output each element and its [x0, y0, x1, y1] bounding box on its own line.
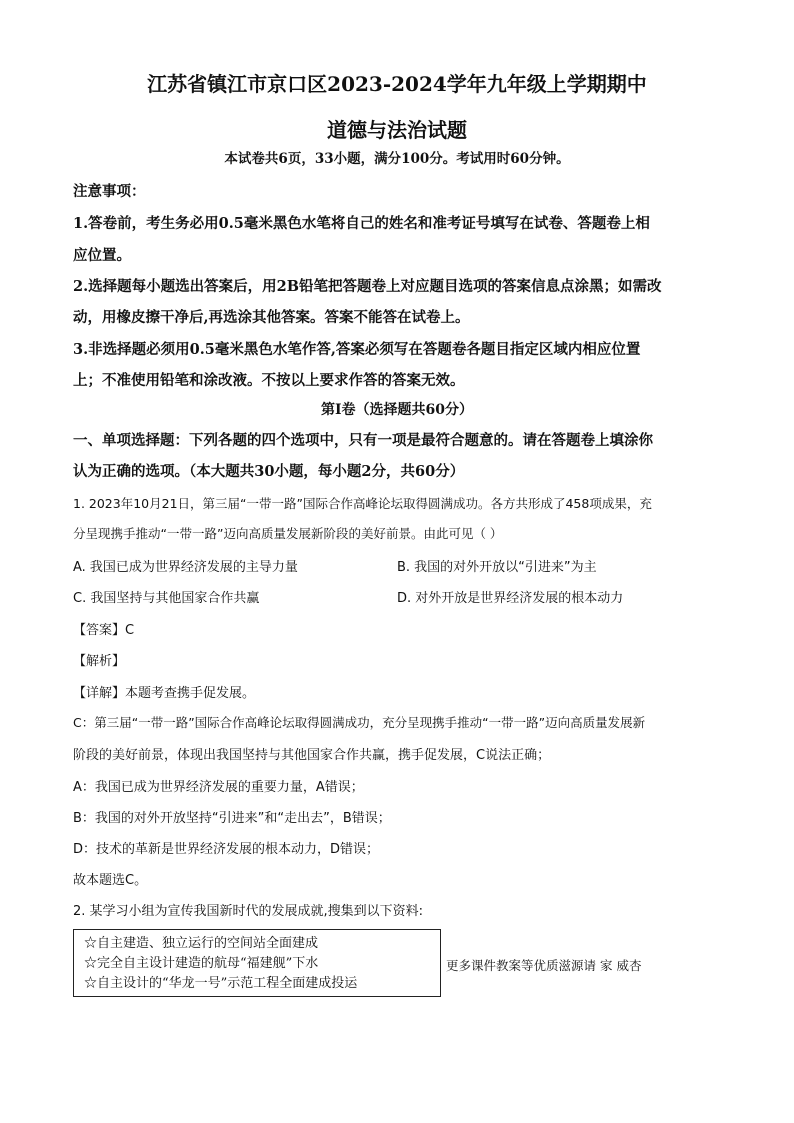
q1-stem: 1. 2023年10月21日，第三届“一带一路”国际合作高峰论坛取得圆满成功。各方共形成了458项成果，充 — [73, 496, 652, 511]
notes-line: 应位置。 — [73, 247, 131, 264]
answer-value: C — [125, 623, 135, 638]
q1-detail-line: 故本题选C。 — [73, 873, 148, 888]
notes-line: 2.选择题每小题选出答案后，用2B铅笔把答题卷上对应题目选项的答案信息点涂黑；如需改 — [73, 278, 662, 295]
exam-title-line2: 道德与法治试题 — [327, 118, 467, 142]
notes-line: 1.答卷前，考生务必用0.5毫米黑色水笔将自己的姓名和准考证号填写在试卷、答题卷上相 — [73, 215, 650, 232]
q2-material-line: ☆完全自主设计建造的航母“福建舰”下水 — [84, 956, 319, 971]
notes-heading: 注意事项： — [73, 183, 146, 200]
answer-label: 【答案】 — [73, 623, 126, 638]
q1-option-b: B. 我国的对外开放以“引进来”为主 — [397, 560, 597, 575]
notes-line: 3.非选择题必须用0.5毫米黑色水笔作答,答案必须写在答题卷各题目指定区域内相应位置 — [73, 341, 641, 358]
q1-stem: 分呈现携手推动“一带一路”迈向高质量发展新阶段的美好前景。由此可见（ ） — [73, 526, 503, 541]
section-title: 第Ⅰ卷（选择题共60分） — [320, 402, 474, 418]
q2-material-line: ☆自主设计的“华龙一号”示范工程全面建成投运 — [84, 976, 358, 991]
q1-detail-line: B：我国的对外开放坚持“引进来”和“走出去”，B错误； — [73, 811, 391, 826]
q1-analysis-label: 【解析】 — [73, 654, 126, 669]
section-instruction: 认为正确的选项。（本大题共30小题，每小题2分，共60分） — [73, 463, 465, 480]
section-instruction: 一、单项选择题：下列各题的四个选项中，只有一项是最符合题意的。请在答题卷上填涂你 — [73, 432, 653, 449]
q1-option-d: D. 对外开放是世界经济发展的根本动力 — [397, 591, 624, 606]
q2-stem: 2. 某学习小组为宣传我国新时代的发展成就,搜集到以下资料: — [73, 904, 424, 919]
q1-detail-line: C：第三届“一带一路”国际合作高峰论坛取得圆满成功，充分呈现携手推动“一带一路”迈向高质量发展新 — [73, 715, 646, 730]
notes-line: 动，用橡皮擦干净后,再选涂其他答案。答案不能答在试卷上。 — [73, 309, 470, 326]
q1-detail-line: 【详解】本题考查携手促发展。 — [73, 686, 256, 701]
q1-option-c: C. 我国坚持与其他国家合作共赢 — [73, 591, 260, 606]
q1-answer — [73, 619, 733, 638]
q1-detail-line: 阶段的美好前景，体现出我国坚持与其他国家合作共赢，携手促发展，C说法正确； — [73, 748, 551, 763]
exam-meta: 本试卷共6页，33小题，满分100分。考试用时60分钟。 — [224, 151, 570, 167]
notes-line: 上；不准使用铅笔和涂改液。不按以上要求作答的答案无效。 — [73, 372, 465, 389]
q1-detail-line: A：我国已成为世界经济发展的重要力量，A错误； — [73, 780, 364, 795]
exam-title-line1: 江苏省镇江市京口区2023-2024学年九年级上学期期中 — [147, 72, 647, 96]
q1-option-a: A. 我国已成为世界经济发展的主导力量 — [73, 560, 298, 575]
q1-detail-line: D：技术的革新是世界经济发展的根本动力，D错误； — [73, 842, 380, 857]
q2-material-box — [73, 929, 441, 997]
q2-material-line: ☆自主建造、独立运行的空间站全面建成 — [84, 936, 319, 951]
side-promo-text: 更多课件教案等优质滋源请 家 威杏 — [446, 958, 642, 973]
